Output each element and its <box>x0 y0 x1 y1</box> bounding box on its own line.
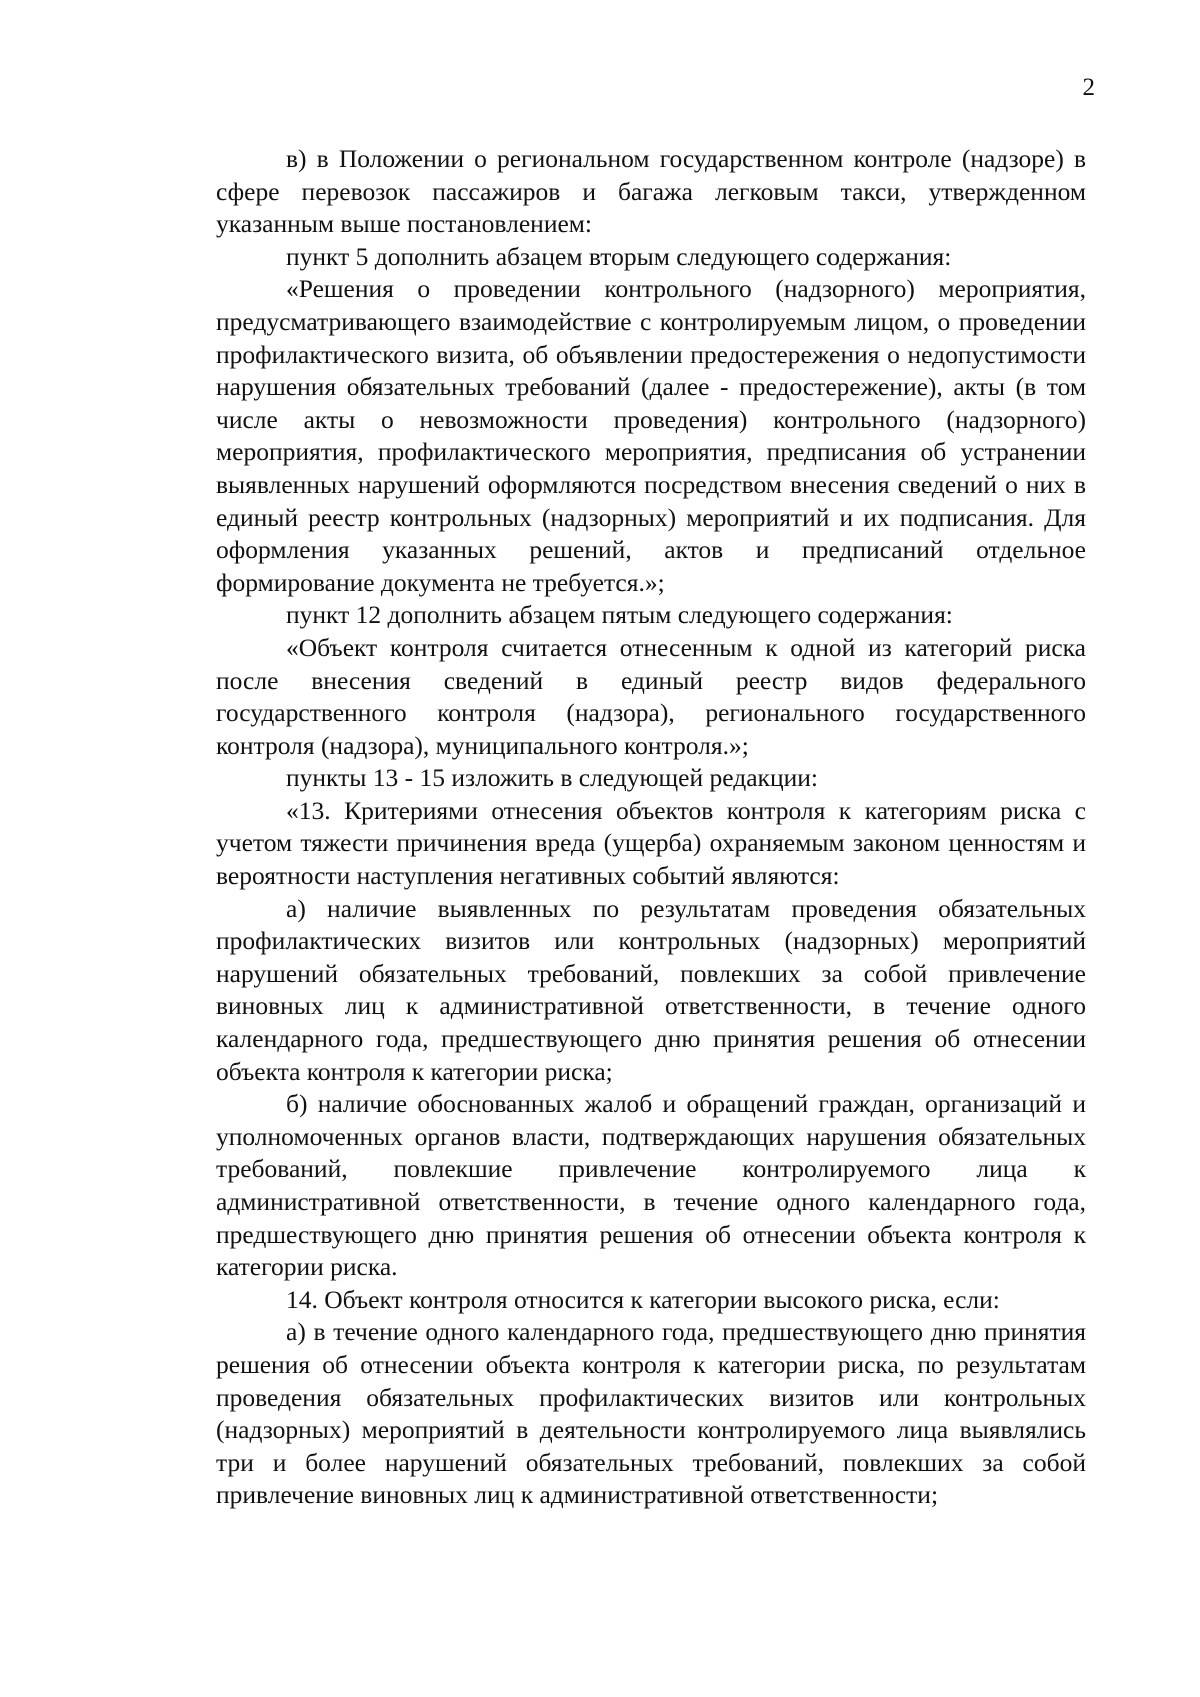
paragraph-v-clause: в) в Положении о региональном государственном контроле (надзоре) в сфере перевозок пассажиров и багажа легковым такси, утвержденном указанным выше постановлением: <box>216 144 1086 239</box>
document-body <box>216 143 1086 1512</box>
paragraph-item-13-b: б) наличие обоснованных жалоб и обращений граждан, организаций и уполномоченных органов власти, подтверждающих нарушения обязательных требований, повлекшие привлечение контролируемого лица к административной ответственности, в течение одного календарного года, предшествующего дню принятия решения об отнесении объекта контроля к категории риска. <box>216 1089 1086 1282</box>
paragraph-items-13-15-instruction: пункты 13 - 15 изложить в следующей редакции: <box>286 763 818 793</box>
page-number: 2 <box>1082 74 1095 101</box>
paragraph-item-5-instruction: пункт 5 дополнить абзацем вторым следующего содержания: <box>286 241 952 271</box>
paragraph-item-5-text: «Решения о проведении контрольного (надзорного) мероприятия, предусматривающего взаимодействие с контролируемым лицом, о проведении профилактического визита, об объявлении предостережения о недопустимости нарушения обязательных требований (далее - предостережение), акты (в том числе акты о невозможности проведения) контрольного (надзорного) мероприятия, профилактического мероприятия, предписания об устранении выявленных нарушений оформляются посредством внесения сведений о них в единый реестр контрольных (надзорных) мероприятий и их подписания. Для оформления указанных решений, актов и предписаний отдельное формирование документа не требуется.»; <box>216 274 1086 597</box>
paragraph-item-12-instruction: пункт 12 дополнить абзацем пятым следующего содержания: <box>286 600 953 630</box>
paragraph-item-12-text: «Объект контроля считается отнесенным к одной из категорий риска после внесения сведений в единый реестр видов федерального государственного контроля (надзора), регионального государственного контроля (надзора), муниципального контроля.»; <box>216 632 1086 760</box>
paragraph-item-13: «13. Критериями отнесения объектов контроля к категориям риска с учетом тяжести причинения вреда (ущерба) охраняемым законом ценностям и вероятности наступления негативных событий являются: <box>216 795 1086 891</box>
paragraph-item-13-a: а) наличие выявленных по результатам проведения обязательных профилактических визитов или контрольных (надзорных) мероприятий нарушений обязательных требований, повлекших за собой привлечение виновных лиц к административной ответственности, в течение одного календарного года, предшествующего дню принятия решения об отнесении объекта контроля к категории риска; <box>216 893 1086 1086</box>
paragraph-item-14: 14. Объект контроля относится к категории высокого риска, если: <box>286 1284 1000 1314</box>
paragraph-item-14-a: а) в течение одного календарного года, предшествующего дню принятия решения об отнесении объекта контроля к категории риска, по результатам проведения обязательных профилактических визитов или контрольных (надзорных) мероприятий в деятельности контролируемого лица выявлялись три и более нарушений обязательных требований, повлекших за собой привлечение виновных лиц к административной ответственности; <box>216 1317 1086 1510</box>
